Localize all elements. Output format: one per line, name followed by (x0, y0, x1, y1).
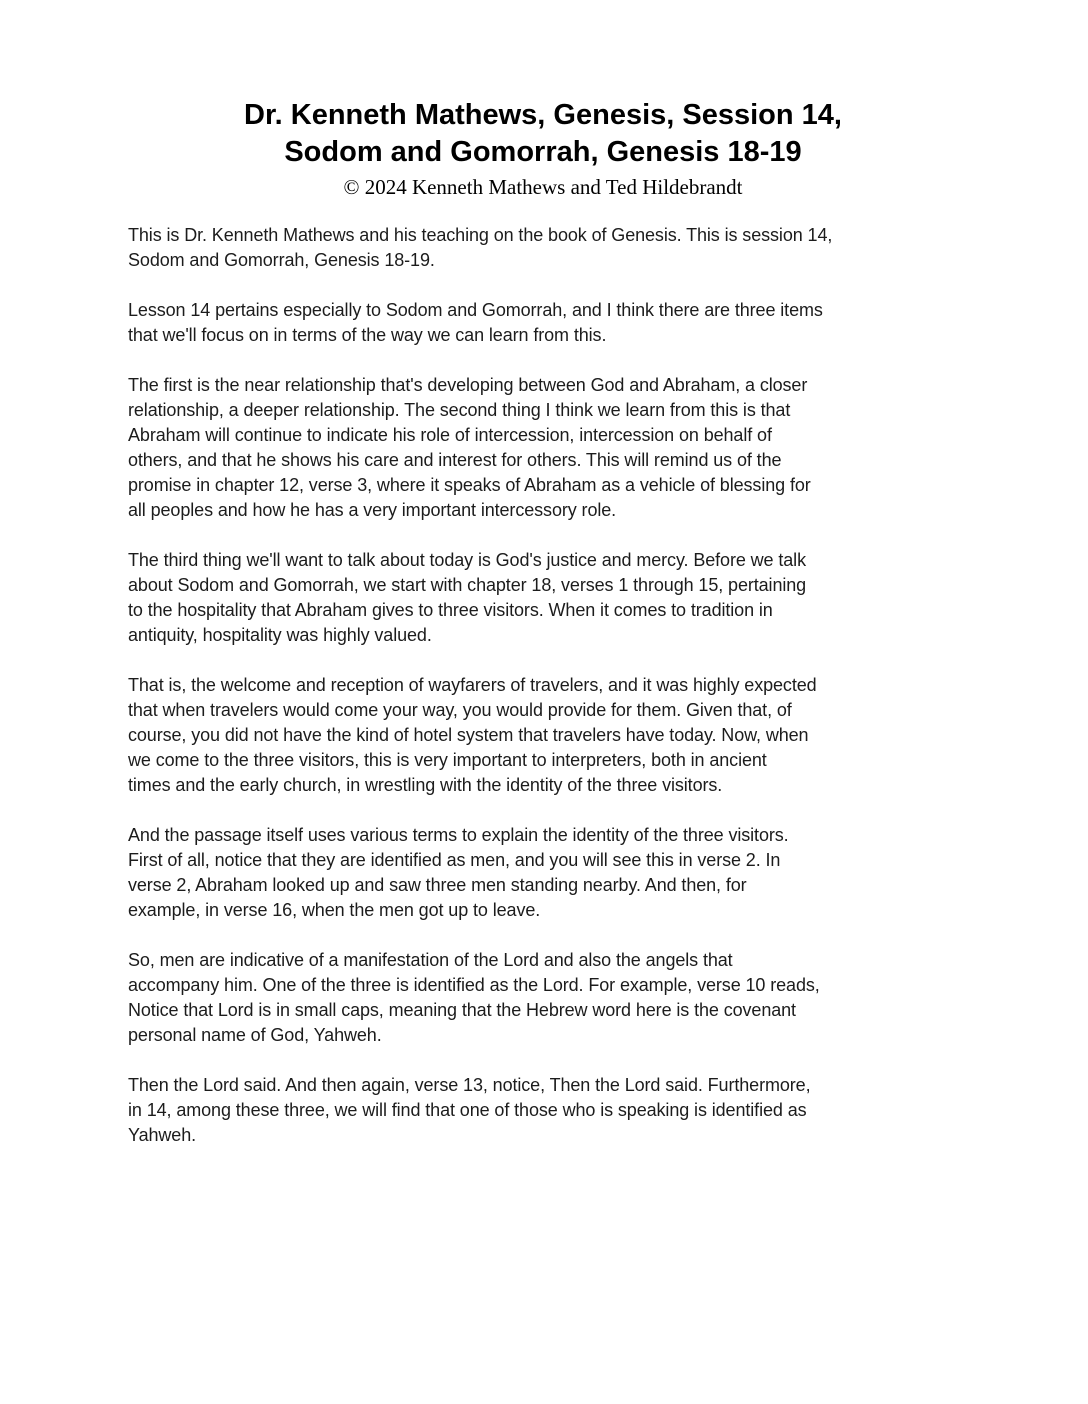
document-content (128, 0, 958, 1148)
paragraph-identity-of-visitors: And the passage itself uses various terms to explain the identity of the three visitors. First of all, notice that they are identified as men, and you will see this in verse 2. In verse 2, Abraham looked up and saw three men standing nearby. And then, for example, in verse 16, when the men got up to leave. (128, 825, 789, 920)
paragraph-first-second-points: The first is the near relationship that's developing between God and Abraham, a closer relationship, a deeper relationship. The second thing I think we learn from this is that Abraham will continue to indicate his role of intercession, intercession on behalf of others, and that he shows his care and interest for others. This will remind us of the promise in chapter 12, verse 3, where it speaks of Abraham as a vehicle of blessing for all peoples and how he has a very important intercessory role. (128, 375, 811, 520)
document-body (128, 223, 958, 1148)
paragraph-hospitality: That is, the welcome and reception of wayfarers of travelers, and it was highly expected that when travelers would come your way, you would provide for them. Given that, of course, you did not have the kind of hotel system that travelers have today. Now, when we come to the three visitors, this is very important to interpreters, both in ancient times and the early church, in wrestling with the identity of the three visitors. (128, 675, 817, 795)
paragraph-yahweh: Then the Lord said. And then again, verse 13, notice, Then the Lord said. Furthermore, in 14, among these three, we will find that one of those who is speaking is identified as Yahweh. (128, 1075, 811, 1145)
paragraph-third-point: The third thing we'll want to talk about today is God's justice and mercy. Before we talk about Sodom and Gomorrah, we start with chapter 18, verses 1 through 15, pertaining to the hospitality that Abraham gives to three visitors. When it comes to tradition in antiquity, hospitality was highly valued. (128, 550, 807, 645)
document-title: Dr. Kenneth Mathews, Genesis, Session 14, Sodom and Gomorrah, Genesis 18-19 (244, 99, 842, 168)
paragraph-lesson-overview: Lesson 14 pertains especially to Sodom and Gomorrah, and I think there are three items that we'll focus on in terms of the way we can learn from this. (128, 300, 823, 345)
paragraph-intro: This is Dr. Kenneth Mathews and his teaching on the book of Genesis. This is session 14, Sodom and Gomorrah, Genesis 18-19. (128, 225, 833, 270)
paragraph-lord-small-caps: So, men are indicative of a manifestation of the Lord and also the angels that accompany him. One of the three is identified as the Lord. For example, verse 10 reads, Notice that Lord is in small caps, meaning that the Hebrew word here is the covenant personal name of God, Yahweh. (128, 950, 820, 1045)
copyright-line: © 2024 Kenneth Mathews and Ted Hildebrandt (343, 175, 743, 199)
